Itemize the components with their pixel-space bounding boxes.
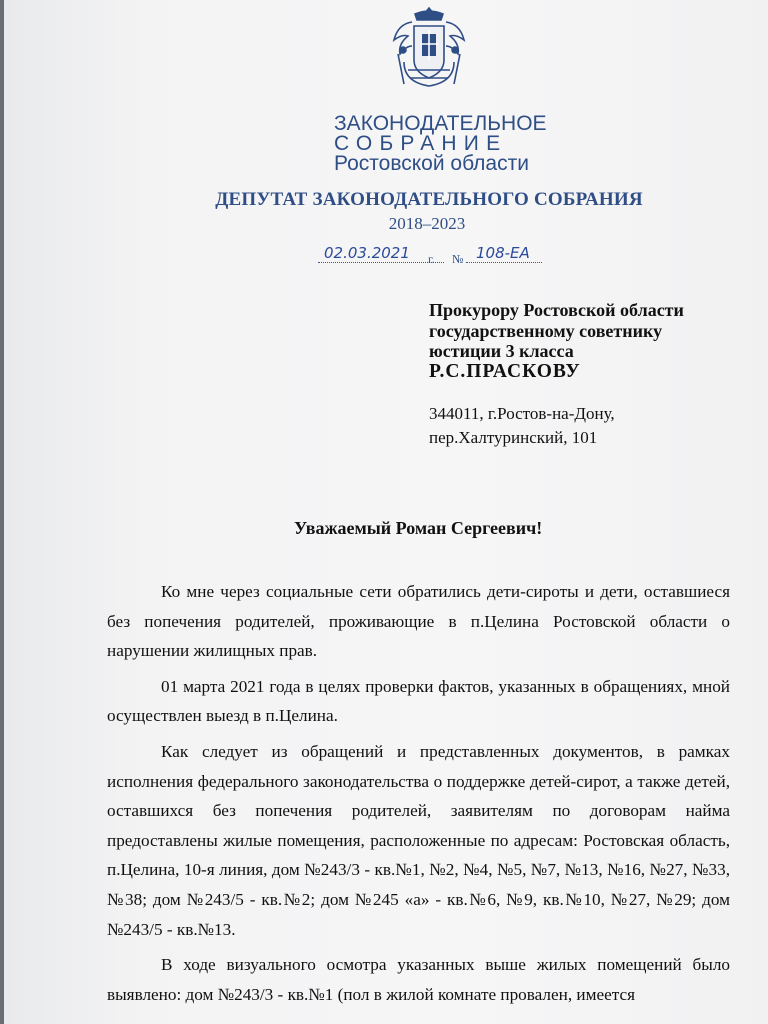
addressee-line-3: юстиции 3 класса [429,341,574,361]
address-line-2: пер.Халтуринский, 101 [429,428,598,447]
handwritten-number: 108-ЕА [476,244,530,262]
date-underline [318,262,444,263]
addressee-line-2: государственному советнику [429,320,663,341]
term-years: 2018–2023 [388,214,466,233]
letter-body [107,577,730,1009]
org-line-3: Ростовской области [334,152,529,175]
body-paragraph: Как следует из обращений и представленных документов, в рамках исполнения федерального законодательства о поддержке детей-сирот, а также детей, оставшихся без попечения родителей, заявителям по договорам найма предоставлены жилые помещения, расположенные по адресам: Ростовская область, п.Целина, 10-я линия, дом №243/3 - кв.№1, №2, №4, №5, №7, №13, №16, №27, №33, №38; дом №243/5 - кв.№2; дом №245 «а» - кв.№6, №9, кв.№10, №27, №29; дом №243/5 - кв.№13. [107,741,730,939]
letter-page [4,0,768,1024]
org-line-1: ЗАКОНОДАТЕЛЬНОЕ [334,112,547,135]
body-paragraph: 01 марта 2021 года в целях проверки фактов, указанных в обращениях, мной осуществлен выезд в п.Целина. [107,676,730,726]
organization-name [334,114,547,174]
number-underline [466,262,542,263]
handwritten-date: 02.03.2021 [324,244,410,262]
addressee-line-1: Прокурору Ростовской области [429,300,684,320]
deputy-title: ДЕПУТАТ ЗАКОНОДАТЕЛЬНОГО СОБРАНИЯ [215,189,643,210]
date-suffix: г. [428,252,435,266]
addressee-name: Р.С.ПРАСКОВУ [429,360,581,382]
number-prefix: № [452,252,464,266]
org-line-2: СОБРАНИЕ [334,132,508,155]
coat-of-arms-icon [390,4,468,90]
body-paragraph: В ходе визуального осмотра указанных выше жилых помещений было выявлено: дом №243/3 - кв.№1 (пол в жилой комнате провален, имеется [107,955,730,1004]
addressee-block [429,300,684,382]
salutation: Уважаемый Роман Сергеевич! [294,518,543,538]
postal-address [429,402,615,450]
address-line-1: 344011, г.Ростов-на-Дону, [429,404,615,423]
body-paragraph: Ко мне через социальные сети обратились дети-сироты и дети, оставшиеся без попечения родителей, проживающие в п.Целина Ростовской области о нарушении жилищных прав. [107,582,730,661]
